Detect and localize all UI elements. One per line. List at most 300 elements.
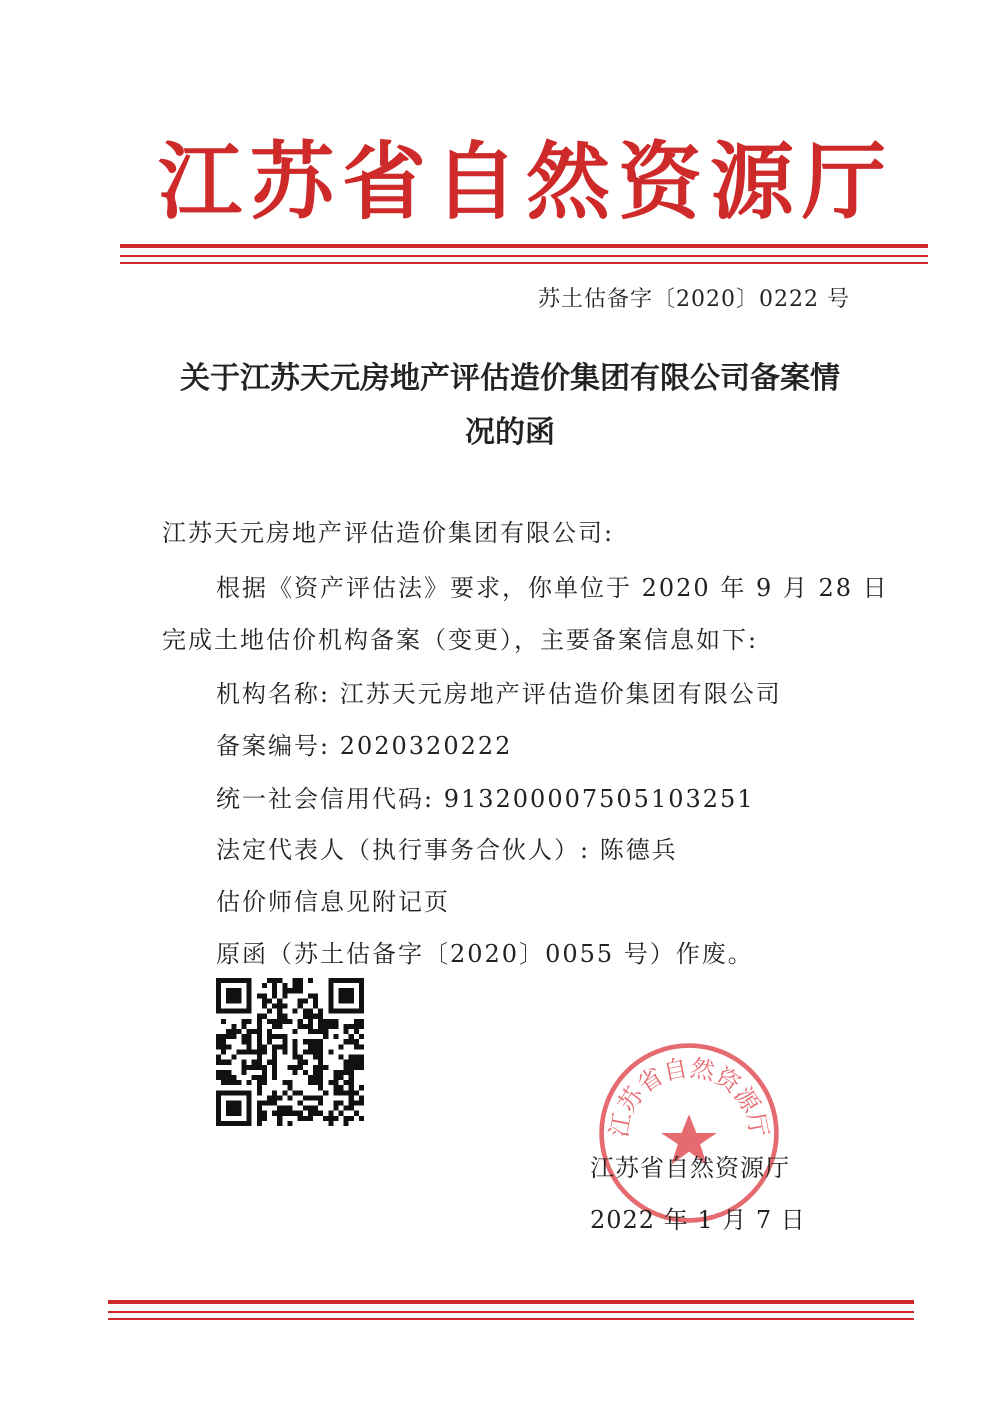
header-rule-thin: [120, 255, 928, 257]
qr-module: [226, 1044, 231, 1049]
qr-module: [231, 1029, 236, 1034]
qr-module: [257, 1019, 262, 1024]
qr-module: [298, 1065, 303, 1070]
qr-module: [282, 1014, 287, 1019]
qr-module: [344, 1080, 349, 1085]
qr-module: [277, 1014, 282, 1019]
qr-module: [354, 1055, 359, 1060]
qr-module: [298, 1004, 303, 1009]
qr-module: [267, 998, 272, 1003]
qr-module: [252, 1065, 257, 1070]
qr-module: [267, 1039, 272, 1044]
qr-module: [349, 1039, 354, 1044]
qr-module: [344, 1106, 349, 1111]
qr-module: [267, 1100, 272, 1105]
qr-module: [359, 1095, 364, 1100]
qr-module: [267, 978, 272, 983]
qr-module: [344, 1039, 349, 1044]
qr-module: [221, 1034, 226, 1039]
qr-module: [349, 1095, 354, 1100]
qr-module: [308, 1049, 313, 1054]
qr-module: [282, 1080, 287, 1085]
qr-module: [257, 1044, 262, 1049]
qr-module: [216, 1044, 221, 1049]
qr-module: [354, 1044, 359, 1049]
qr-module: [333, 1116, 338, 1121]
qr-module: [272, 1060, 277, 1065]
qr-module: [236, 1029, 241, 1034]
appraisers-note: 估价师信息见附记页: [216, 888, 450, 916]
qr-module: [277, 1116, 282, 1121]
recipient: 江苏天元房地产评估造价集团有限公司:: [162, 519, 615, 547]
qr-module: [328, 1080, 333, 1085]
qr-module: [293, 1055, 298, 1060]
qr-module: [298, 983, 303, 988]
qr-module: [354, 1065, 359, 1070]
qr-module: [354, 1100, 359, 1105]
qr-module: [298, 978, 303, 983]
qr-module: [221, 1044, 226, 1049]
qr-module: [303, 1060, 308, 1065]
qr-module: [303, 1009, 308, 1014]
qr-module: [359, 1060, 364, 1065]
qr-module: [308, 1095, 313, 1100]
qr-module: [242, 1070, 247, 1075]
qr-module: [221, 1080, 226, 1085]
qr-module: [277, 1034, 282, 1039]
intro-line-2: 完成土地估价机构备案（变更），主要备案信息如下:: [162, 626, 759, 654]
qr-module: [318, 1024, 323, 1029]
qr-module: [308, 1116, 313, 1121]
qr-module: [262, 1049, 267, 1054]
qr-module: [359, 1019, 364, 1024]
qr-module: [359, 1034, 364, 1039]
qr-module: [247, 1065, 252, 1070]
qr-module: [308, 978, 313, 983]
qr-module: [318, 1044, 323, 1049]
qr-module: [257, 1014, 262, 1019]
qr-module: [359, 1044, 364, 1049]
qr-module: [257, 1065, 262, 1070]
qr-module: [282, 983, 287, 988]
qr-module: [313, 998, 318, 1003]
qr-module: [318, 1111, 323, 1116]
qr-module: [257, 1075, 262, 1080]
qr-module: [272, 1024, 277, 1029]
qr-module: [333, 1019, 338, 1024]
qr-module: [267, 1009, 272, 1014]
qr-module: [287, 988, 292, 993]
qr-module: [221, 1049, 226, 1054]
qr-module: [231, 1055, 236, 1060]
qr-module: [293, 978, 298, 983]
qr-module: [333, 1070, 338, 1075]
qr-module: [293, 1111, 298, 1116]
qr-module: [359, 1100, 364, 1105]
qr-module: [257, 1085, 262, 1090]
qr-module: [349, 1065, 354, 1070]
record-number: 备案编号: 2020320222: [216, 732, 513, 760]
qr-module: [349, 1100, 354, 1105]
qr-module: [328, 1024, 333, 1029]
qr-module: [359, 1116, 364, 1121]
qr-module: [221, 1039, 226, 1044]
qr-module: [272, 1044, 277, 1049]
qr-module: [293, 983, 298, 988]
qr-module: [318, 1014, 323, 1019]
qr-module: [313, 993, 318, 998]
qr-module: [328, 1019, 333, 1024]
qr-module: [298, 1090, 303, 1095]
qr-module: [333, 1085, 338, 1090]
qr-module: [318, 1095, 323, 1100]
void-note: 原函（苏土估备字〔2020〕0055 号）作废。: [216, 940, 754, 968]
qr-module: [272, 1055, 277, 1060]
qr-module: [308, 1029, 313, 1034]
qr-module: [349, 1075, 354, 1080]
qr-module: [344, 1060, 349, 1065]
qr-module: [226, 1070, 231, 1075]
qr-module: [282, 993, 287, 998]
qr-module: [242, 1019, 247, 1024]
qr-module: [262, 1044, 267, 1049]
qr-module: [267, 1095, 272, 1100]
qr-module: [313, 1014, 318, 1019]
official-seal: [596, 1040, 782, 1226]
qr-module: [349, 1070, 354, 1075]
qr-module: [338, 1090, 343, 1095]
qr-module: [318, 1049, 323, 1054]
qr-module: [354, 1039, 359, 1044]
qr-module: [257, 1116, 262, 1121]
qr-module: [333, 1090, 338, 1095]
qr-module: [216, 1039, 221, 1044]
qr-module: [313, 1080, 318, 1085]
qr-module: [247, 1019, 252, 1024]
qr-module: [216, 1070, 221, 1075]
qr-module: [344, 1090, 349, 1095]
qr-module: [257, 1034, 262, 1039]
qr-module: [313, 1055, 318, 1060]
qr-module: [257, 1100, 262, 1105]
qr-module: [252, 1075, 257, 1080]
qr-module: [313, 1039, 318, 1044]
qr-module: [216, 1034, 221, 1039]
qr-module: [344, 1070, 349, 1075]
qr-module: [293, 1044, 298, 1049]
signature-date: 2022 年 1 月 7 日: [590, 1206, 806, 1234]
qr-module: [349, 1090, 354, 1095]
qr-module: [257, 1029, 262, 1034]
qr-module: [308, 1075, 313, 1080]
qr-module: [231, 1024, 236, 1029]
qr-module: [318, 1060, 323, 1065]
qr-module: [308, 1009, 313, 1014]
qr-module: [333, 1034, 338, 1039]
qr-module: [262, 1014, 267, 1019]
qr-module: [257, 1039, 262, 1044]
qr-module: [267, 1060, 272, 1065]
qr-module: [313, 1095, 318, 1100]
qr-module: [303, 1106, 308, 1111]
qr-module: [354, 1024, 359, 1029]
qr-module: [298, 1111, 303, 1116]
qr-module: [257, 1080, 262, 1085]
qr-module: [231, 1034, 236, 1039]
qr-module: [287, 1106, 292, 1111]
qr-module: [242, 1024, 247, 1029]
qr-module: [287, 1065, 292, 1070]
qr-module: [272, 1111, 277, 1116]
qr-module: [277, 1044, 282, 1049]
qr-module: [247, 1049, 252, 1054]
qr-module: [262, 1075, 267, 1080]
qr-module: [257, 1055, 262, 1060]
qr-module: [282, 1039, 287, 1044]
qr-module: [349, 1024, 354, 1029]
qr-module: [313, 1044, 318, 1049]
qr-module: [349, 1116, 354, 1121]
qr-module: [262, 1080, 267, 1085]
qr-module: [323, 1065, 328, 1070]
qr-module: [328, 1116, 333, 1121]
qr-module: [333, 1080, 338, 1085]
qr-module: [226, 1100, 241, 1115]
qr-module: [303, 998, 308, 1003]
qr-module: [293, 1070, 298, 1075]
qr-module: [277, 1009, 282, 1014]
qr-module: [267, 1029, 272, 1034]
qr-module: [272, 1070, 277, 1075]
qr-module: [359, 1085, 364, 1090]
qr-module: [252, 1029, 257, 1034]
qr-module: [247, 1039, 252, 1044]
qr-module: [338, 1070, 343, 1075]
qr-module: [226, 1029, 231, 1034]
qr-module: [262, 1065, 267, 1070]
qr-module: [308, 1014, 313, 1019]
qr-module: [257, 1111, 262, 1116]
qr-module: [272, 978, 277, 983]
qr-module: [318, 1055, 323, 1060]
qr-module: [303, 1024, 308, 1029]
org-name: 机构名称: 江苏天元房地产评估造价集团有限公司: [216, 680, 782, 708]
qr-module: [242, 1049, 247, 1054]
qr-module: [282, 988, 287, 993]
qr-module: [318, 1070, 323, 1075]
qr-module: [262, 998, 267, 1003]
qr-module: [308, 1024, 313, 1029]
qr-module: [344, 1116, 349, 1121]
qr-module: [277, 998, 282, 1003]
qr-module: [308, 1111, 313, 1116]
qr-module: [252, 1049, 257, 1054]
qr-module: [216, 1055, 221, 1060]
qr-module: [277, 1004, 282, 1009]
qr-module: [282, 1090, 287, 1095]
qr-module: [338, 1075, 343, 1080]
qr-module: [282, 1019, 287, 1024]
qr-module: [272, 1019, 277, 1024]
qr-module: [272, 1065, 277, 1070]
qr-module: [354, 1029, 359, 1034]
qr-module: [272, 983, 277, 988]
qr-module: [323, 1090, 328, 1095]
qr-module: [318, 1065, 323, 1070]
qr-module: [318, 1085, 323, 1090]
qr-module: [287, 1095, 292, 1100]
qr-module: [298, 988, 303, 993]
qr-module: [242, 1060, 247, 1065]
qr-module: [236, 1080, 241, 1085]
qr-module: [333, 1100, 338, 1105]
qr-module: [257, 993, 262, 998]
qr-module: [303, 1070, 308, 1075]
qr-module: [277, 1121, 282, 1126]
qr-module: [318, 1029, 323, 1034]
qr-module: [293, 1090, 298, 1095]
qr-module: [328, 1049, 333, 1054]
qr-code-icon: [216, 978, 364, 1126]
qr-module: [308, 1106, 313, 1111]
qr-module: [338, 1085, 343, 1090]
qr-module: [247, 1029, 252, 1034]
qr-module: [277, 1111, 282, 1116]
qr-module: [221, 1060, 226, 1065]
qr-module: [298, 1100, 303, 1105]
legal-representative: 法定代表人（执行事务合伙人）: 陈德兵: [216, 836, 678, 864]
qr-module: [221, 1070, 226, 1075]
qr-module: [293, 1039, 298, 1044]
qr-module: [252, 1060, 257, 1065]
qr-module: [303, 1014, 308, 1019]
qr-module: [277, 1095, 282, 1100]
footer-rule-thick: [108, 1300, 914, 1304]
qr-module: [257, 1060, 262, 1065]
qr-module: [262, 983, 267, 988]
qr-module: [262, 1116, 267, 1121]
qr-module: [318, 1009, 323, 1014]
qr-module: [323, 1029, 328, 1034]
qr-module: [272, 1075, 277, 1080]
qr-module: [298, 1024, 303, 1029]
qr-module: [257, 1106, 262, 1111]
qr-module: [277, 1024, 282, 1029]
qr-module: [338, 1055, 343, 1060]
qr-module: [313, 1004, 318, 1009]
qr-module: [247, 1044, 252, 1049]
footer-rule-thin-2: [108, 1318, 914, 1320]
qr-module: [287, 1085, 292, 1090]
qr-module: [323, 1019, 328, 1024]
footer-rule-thin: [108, 1311, 914, 1313]
qr-module: [349, 1085, 354, 1090]
qr-module: [231, 1080, 236, 1085]
qr-module: [242, 1034, 247, 1039]
qr-module: [308, 1039, 313, 1044]
qr-module: [221, 1019, 226, 1024]
qr-module: [354, 1060, 359, 1065]
qr-module: [282, 1004, 287, 1009]
qr-module: [303, 1116, 308, 1121]
letter-title: [140, 352, 880, 460]
qr-module: [308, 1080, 313, 1085]
qr-module: [359, 1065, 364, 1070]
qr-module: [287, 1111, 292, 1116]
qr-module: [221, 1075, 226, 1080]
qr-module: [282, 1044, 287, 1049]
qr-module: [323, 1116, 328, 1121]
qr-module: [344, 1024, 349, 1029]
qr-module: [313, 1049, 318, 1054]
qr-module: [354, 1111, 359, 1116]
qr-module: [257, 1121, 262, 1126]
qr-module: [318, 1080, 323, 1085]
qr-module: [323, 1024, 328, 1029]
qr-module: [349, 1034, 354, 1039]
qr-module: [344, 1029, 349, 1034]
qr-module: [308, 1019, 313, 1024]
qr-module: [338, 1044, 343, 1049]
document-number: 苏土估备字〔2020〕0222 号: [538, 287, 850, 312]
qr-module: [338, 1100, 343, 1105]
qr-module: [298, 1060, 303, 1065]
qr-module: [354, 1019, 359, 1024]
qr-module: [262, 993, 267, 998]
qr-module: [282, 1049, 287, 1054]
qr-module: [226, 1034, 231, 1039]
qr-module: [338, 1111, 343, 1116]
qr-module: [287, 1019, 292, 1024]
qr-module: [344, 1065, 349, 1070]
qr-module: [318, 1039, 323, 1044]
qr-module: [313, 1029, 318, 1034]
qr-module: [216, 1075, 221, 1080]
qr-module: [257, 1090, 262, 1095]
qr-module: [262, 1070, 267, 1075]
seal-arc-textpath: 江苏省自然资源厅: [604, 1053, 774, 1140]
qr-module: [333, 1075, 338, 1080]
qr-module: [328, 1111, 333, 1116]
qr-module: [267, 1019, 272, 1024]
letter-title-line-2: 况的函: [465, 415, 555, 450]
qr-module: [287, 1080, 292, 1085]
qr-module: [242, 1039, 247, 1044]
qr-module: [272, 1095, 277, 1100]
qr-module: [287, 1121, 292, 1126]
qr-module: [257, 1024, 262, 1029]
qr-module: [293, 1049, 298, 1054]
qr-module: [354, 1090, 359, 1095]
qr-module: [262, 1111, 267, 1116]
qr-module: [272, 1090, 277, 1095]
qr-module: [231, 1075, 236, 1080]
qr-module: [293, 1009, 298, 1014]
qr-module: [349, 1055, 354, 1060]
qr-module: [338, 988, 353, 1003]
qr-module: [298, 1116, 303, 1121]
qr-module: [272, 1004, 277, 1009]
intro-line-1: 根据《资产评估法》要求，你单位于 2020 年 9 月 28 日: [216, 574, 889, 602]
qr-module: [277, 1019, 282, 1024]
qr-module: [359, 1024, 364, 1029]
qr-module: [236, 1049, 241, 1054]
qr-module: [226, 1080, 231, 1085]
qr-module: [303, 1095, 308, 1100]
qr-module: [216, 1060, 221, 1065]
qr-module: [313, 1070, 318, 1075]
qr-module: [226, 1075, 231, 1080]
